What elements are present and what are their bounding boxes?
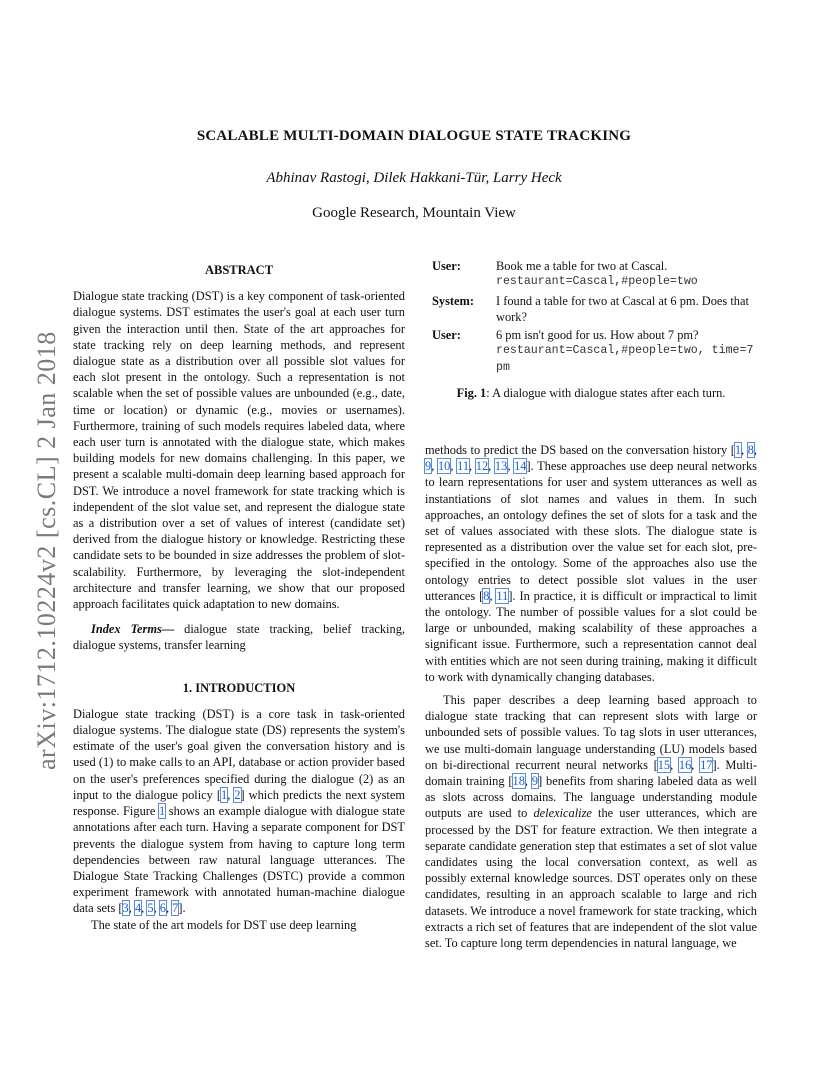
citation-group: 1, 8, 9, 10, 11, 12, 13, 14: [425, 443, 757, 474]
paper-title: SCALABLE MULTI-DOMAIN DIALOGUE STATE TRACKING: [196, 128, 632, 144]
figure-1-dialogue: [432, 258, 762, 378]
turn-speaker: System:: [432, 293, 474, 308]
citation-link[interactable]: 15: [657, 757, 671, 772]
dialogue-turn: [432, 293, 762, 326]
citation-link[interactable]: 18: [512, 774, 525, 789]
right-p1-text-a: methods to predict the DS based on the conversation history [: [425, 443, 735, 457]
right-paragraph-1: [425, 442, 757, 685]
citation-group: 3, 4, 5, 6, 7: [122, 901, 179, 916]
intro-p1-text-b: ] which predicts the next system response. Figure: [73, 787, 405, 819]
citation-link[interactable]: 1: [734, 443, 742, 457]
citation-link[interactable]: 16: [678, 757, 692, 772]
citation-link[interactable]: 3: [122, 901, 129, 916]
right-p2-text-d: the user utterances, which are processed by the DST for feature extraction. We then integrate a separate candidate generation step that estimates a set of slot value candidates using the local conversation context, as well as possibly external knowledge sources. DST operates only on these candidates, resulting in an approach scalable to large and rich datasets. We introduce a novel framework for state tracking, which extracts a rich set of features that are independent of the slot value set. To capture long term dependencies in natural language, we: [425, 806, 758, 951]
figure-link[interactable]: 1: [158, 804, 166, 819]
turn-text: Book me a table for two at Cascal.: [496, 259, 668, 273]
turn-state: restaurant=Cascal,#people=two, time=7 pm: [496, 344, 754, 374]
right-column: [425, 442, 757, 951]
emphasis-delexicalize: delexicalize: [533, 806, 592, 821]
citation-group: 18, 9: [512, 774, 539, 789]
right-p2-text-c: ] benefits from sharing labeled data as well as slots across domains. The language understanding module outputs are used to: [425, 774, 757, 821]
citation-link[interactable]: 8: [747, 443, 754, 457]
arxiv-sidebar: [12, 280, 61, 780]
intro-p1-text-d: ].: [178, 901, 186, 916]
intro-paragraph-1: [73, 706, 405, 917]
abstract-text: Dialogue state tracking (DST) is a key component of task-oriented dialogue systems. DST estimates the user's goal at each user turn given the interaction until then. State of the art approaches for state tracking rely on deep learning methods, and represent dialogue state as a distribution over all possible slot values for each slot present in the ontology. Such a representation is not scalable when the set of possible values are unbounded (e.g., date, time or location) or dynamic (e.g., movies or usernames). Furthermore, training of such models requires labeled data, where each user turn is annotated with the dialogue state, which makes building models for new domains challenging. In this paper, we present a scalable multi-domain deep learning based approach for DST. We introduce a novel framework for state tracking which is independent of the slot value set, and represent the dialogue state as a distribution over a set of values of interest (candidate set) derived from the dialogue history or knowledge. Restricting these candidate sets to be bounded in size addresses the problem of slot-scalability. Furthermore, by leveraging the slot-independent architecture and transfer learning, we show that our proposed approach facilitates quick adaptation to new domains.: [73, 289, 405, 612]
right-p1-text-b: ]. These approaches use deep neural networks to learn representations for user and system utterances as well as instantiations of slot names and values in them. In such approaches, an ontology defines the set of slots for a task and the set of values associated with these slots. The dialogue state is represented as a distribution over the value set for each slot, pre-specified in the ontology. Some of the approaches also use the ontology entries to detect possible slot values in the user utterances [: [425, 459, 757, 603]
citation-group: 15, 16, 17: [657, 757, 713, 772]
turn-text: 6 pm isn't good for us. How about 7 pm?: [496, 328, 699, 343]
citation-link[interactable]: 5: [147, 901, 154, 916]
citation-link[interactable]: 11: [496, 588, 509, 603]
turn-state: restaurant=Cascal,#people=two: [496, 275, 698, 289]
paper-affiliation: Google Research, Mountain View: [312, 205, 516, 221]
index-terms-label: Index Terms—: [91, 622, 175, 637]
turn-speaker: User:: [432, 259, 461, 273]
turn-utterance: [496, 327, 762, 376]
citation-link[interactable]: 17: [700, 757, 713, 772]
caption-text: : A dialogue with dialogue states after each turn.: [486, 386, 726, 400]
dialogue-turn: [432, 258, 762, 291]
right-p1-text-c: ]. In practice, it is difficult or impractical to limit the ontology. The number of possible values for a slot could be large or unbounded, making scalability of these approaches a significant issue. Furthermore, such a representation cannot deal with entities which are not seen during training, making it difficult to work with dynamically changing databases.: [425, 588, 757, 684]
caption-label: Fig. 1: [456, 386, 487, 400]
right-p2-text-b: ]. Multi-domain training [: [425, 757, 758, 789]
citation-link[interactable]: 2: [234, 787, 241, 802]
index-terms-text: dialogue state tracking, belief tracking, dialogue systems, transfer learning: [73, 622, 405, 653]
dialogue-turn: [432, 327, 762, 376]
arxiv-identifier[interactable]: arXiv:1712.10224v2 [cs.CL] 2 Jan 2018: [32, 331, 61, 770]
intro-heading: 1. INTRODUCTION: [182, 680, 296, 695]
right-p2-text-a: This paper describes a deep learning based approach to dialogue state tracking that can represent slots with large or unbounded sets of possible values. To tag slots in user utterances, we use multi-domain language understanding (LU) models based on bi-directional recurrent neural networks [: [425, 693, 757, 772]
citation-link[interactable]: 9: [531, 774, 539, 789]
intro-p1-text-a: Dialogue state tracking (DST) is a core task in task-oriented dialogue systems. The dialogue state (DS) represents the system's estimate of the user's goal given the conversation history and is used (1) to make calls to an API, database or action provider based on the user's preferences specified during the dialogue (2) as an input to the dialogue policy [: [73, 706, 405, 802]
turn-text: I found a table for two at Cascal at 6 pm. Does that work?: [496, 293, 749, 324]
citation-link[interactable]: 13: [494, 459, 508, 474]
turn-utterance: [496, 293, 762, 326]
citation-link[interactable]: 11: [457, 459, 470, 474]
turn-speaker: User:: [432, 328, 461, 343]
turn-utterance: [496, 258, 762, 291]
citation-link[interactable]: 7: [172, 901, 179, 916]
left-column: [73, 262, 405, 933]
figure-1-caption: [425, 386, 757, 401]
intro-p1-sep: ,: [227, 787, 235, 802]
intro-paragraph-2: The state of the art models for DST use deep learning: [91, 917, 357, 932]
intro-p1-text-c: shows an example dialogue with dialogue state annotations after each turn. Having a separate component for DST prevents the dialogue system from having to capture long term dependencies between raw natural language utterances. The Dialogue State Tracking Challenges (DSTC) provide a common experiment framework with annotated human-machine dialogue data sets [: [73, 804, 405, 916]
citation-link[interactable]: 14: [514, 459, 527, 474]
citation-link[interactable]: 1: [221, 787, 228, 802]
right-paragraph-2: [425, 692, 757, 951]
citation-group: 8, 11: [483, 588, 509, 603]
citation-link[interactable]: 10: [437, 459, 451, 474]
index-terms: [73, 621, 405, 653]
citation-link[interactable]: 8: [483, 588, 490, 603]
citation-link[interactable]: 9: [425, 459, 432, 474]
paper-authors: Abhinav Rastogi, Dilek Hakkani-Tür, Larry Heck: [266, 170, 562, 186]
citation-link[interactable]: 12: [475, 459, 489, 474]
abstract-heading: ABSTRACT: [204, 263, 274, 277]
citation-link[interactable]: 4: [134, 901, 142, 916]
citation-link[interactable]: 6: [159, 901, 166, 916]
